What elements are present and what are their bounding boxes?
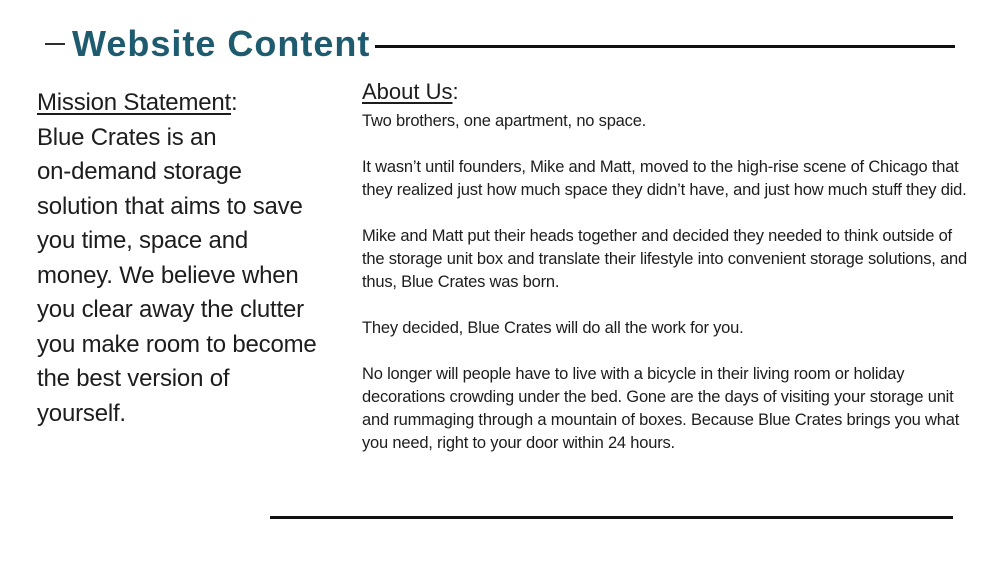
mission-body-line: Blue Crates is an xyxy=(37,123,217,151)
mission-statement-heading-colon: : xyxy=(231,89,238,116)
mission-body-line: money. We believe when xyxy=(37,261,299,289)
title-horizontal-rule xyxy=(375,45,955,48)
about-us-block xyxy=(362,78,974,478)
mission-body-line: you time, space and xyxy=(37,227,248,254)
mission-body-line: the best version of xyxy=(37,365,230,392)
mission-body-line: you make room to become xyxy=(37,330,317,358)
mission-body-line: you clear away the clutter xyxy=(37,296,304,323)
bottom-horizontal-rule xyxy=(270,516,953,519)
mission-body-line: on-demand storage xyxy=(37,158,242,185)
about-paragraph: It wasn’t until founders, Mike and Matt, moved to the high-rise scene of Chicago that they realized just how much space they didn’t have, and just how much stuff they did. xyxy=(362,158,967,199)
about-us-heading xyxy=(362,78,974,106)
mission-body-line: solution that aims to save xyxy=(37,192,303,220)
mission-body-line: yourself. xyxy=(37,399,126,427)
page-title: Website Content xyxy=(72,23,371,64)
about-paragraph: No longer will people have to live with a bicycle in their living room or holiday decorations crowding under the bed. Gone are the days of visiting your storage unit and rummaging through a mountain of boxes. Because Blue Crates brings you what you need, right to your door within 24 hours. xyxy=(362,365,960,452)
about-paragraph: Mike and Matt put their heads together and decided they needed to think outside of the storage unit box and translate their lifestyle into convenient storage solutions, and thus, Blue Crates was born. xyxy=(362,227,968,291)
about-us-heading-text: About Us xyxy=(362,79,453,104)
about-paragraph: Two brothers, one apartment, no space. xyxy=(362,112,647,130)
slide-header xyxy=(45,22,955,66)
about-paragraph: They decided, Blue Crates will do all the work for you. xyxy=(362,319,744,337)
about-us-heading-colon: : xyxy=(452,79,459,104)
title-dash-rule xyxy=(45,43,65,45)
mission-statement-heading-text: Mission Statement xyxy=(37,89,232,116)
mission-statement-heading xyxy=(37,86,357,121)
mission-statement-block xyxy=(37,86,357,431)
